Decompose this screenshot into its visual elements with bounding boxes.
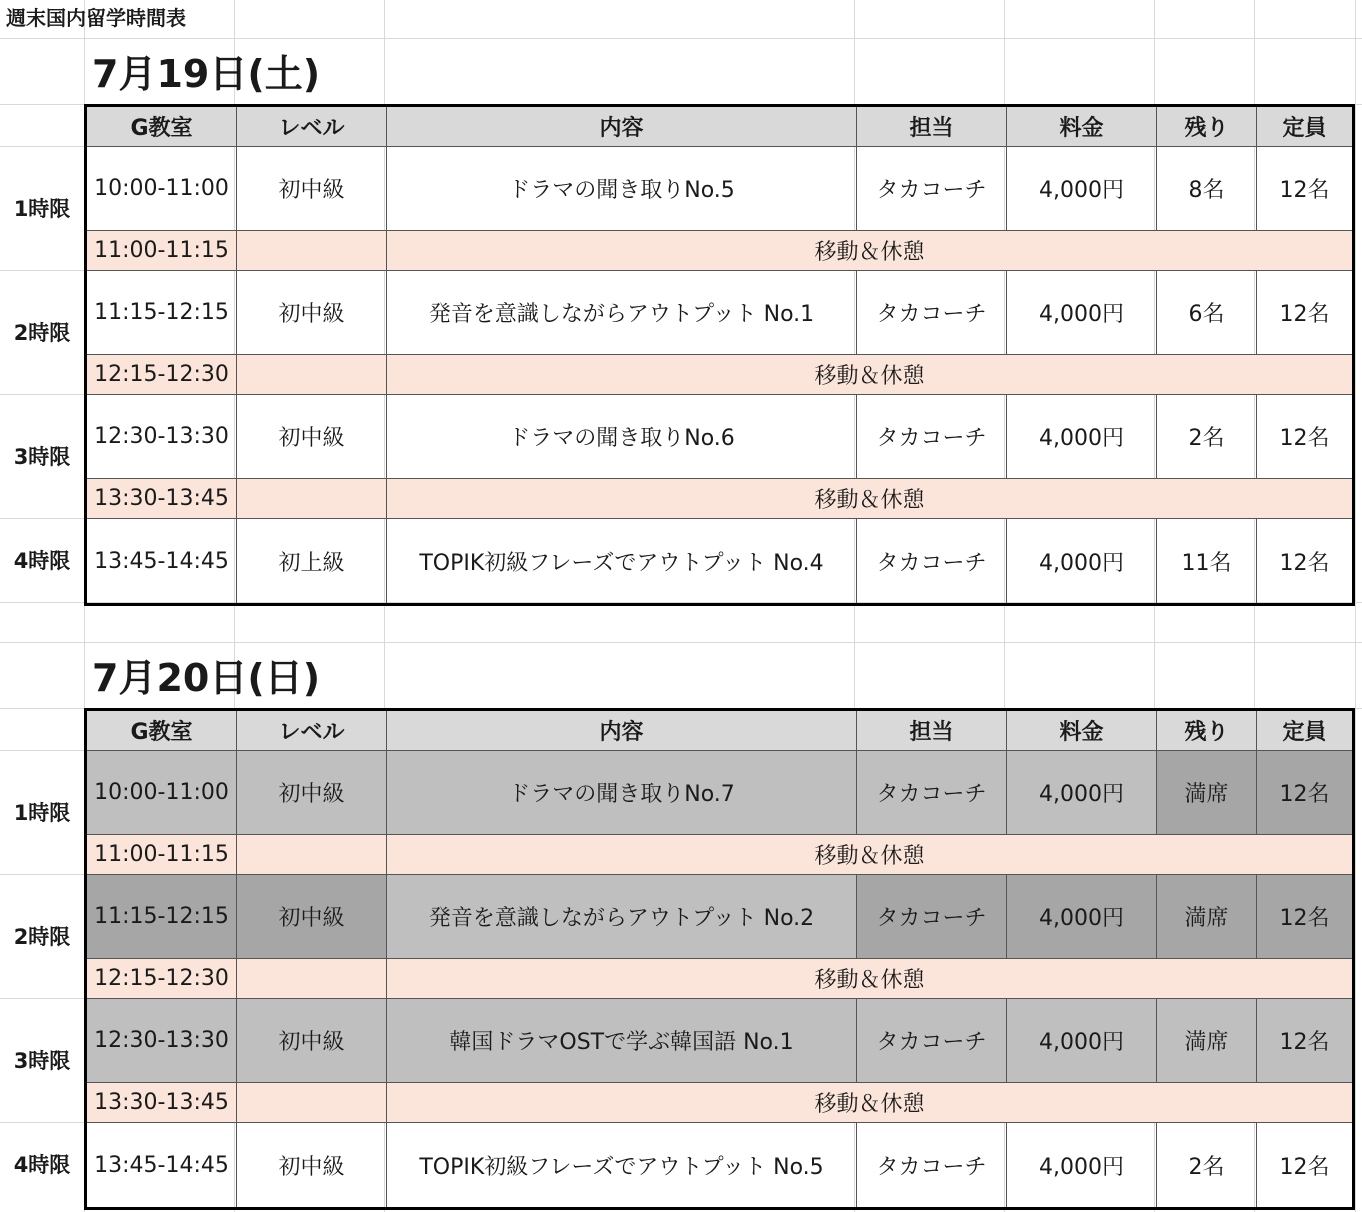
cell-time[interactable]: 12:30-13:30 [87, 999, 237, 1083]
cell-fee[interactable]: 4,000円 [1007, 395, 1157, 479]
cell-content[interactable]: TOPIK初級フレーズでアウトプット No.4 [387, 519, 857, 603]
cell-teacher[interactable]: タカコーチ [857, 395, 1007, 479]
cell-break-label[interactable]: 移動＆休憩 [387, 835, 1352, 875]
header-teacher[interactable]: 担当 [857, 107, 1007, 147]
period-label: 3時限 [13, 445, 71, 469]
header-remaining[interactable]: 残り [1157, 711, 1257, 751]
cell-break-label[interactable]: 移動＆休憩 [387, 959, 1352, 999]
cell-teacher[interactable]: タカコーチ [857, 999, 1007, 1083]
period-label: 1時限 [13, 197, 71, 221]
cell-time[interactable]: 10:00-11:00 [87, 147, 237, 231]
cell-level[interactable]: 初中級 [237, 147, 387, 231]
cell-capacity[interactable]: 12名 [1279, 1154, 1330, 1180]
cell-remaining[interactable]: 11名 [1157, 519, 1257, 603]
cell-capacity[interactable]: 12名 [1257, 271, 1352, 355]
cell-time[interactable]: 13:45-14:45 [87, 519, 237, 603]
cell-level[interactable]: 初中級 [237, 271, 387, 355]
header-fee[interactable]: 料金 [1007, 711, 1157, 751]
cell-break-label[interactable]: 移動＆休憩 [387, 479, 1352, 519]
cell-content[interactable]: ドラマの聞き取りNo.7 [387, 751, 857, 835]
header-content[interactable]: 内容 [387, 107, 857, 147]
cell-time[interactable]: 11:15-12:15 [87, 271, 237, 355]
schedule-table-day1 [84, 104, 1355, 606]
cell-break-time[interactable]: 11:00-11:15 [87, 231, 237, 271]
cell-capacity[interactable]: 12名 [1257, 147, 1352, 231]
period-label: 2時限 [13, 321, 71, 345]
cell-break-time[interactable]: 12:15-12:30 [87, 355, 237, 395]
header-capacity[interactable]: 定員 [1257, 107, 1352, 147]
cell-time[interactable]: 12:30-13:30 [87, 395, 237, 479]
header-remaining[interactable]: 残り [1157, 107, 1257, 147]
cell-capacity[interactable]: 12名 [1257, 999, 1352, 1083]
cell-fee[interactable]: 4,000円 [1007, 1123, 1157, 1207]
cell-capacity[interactable]: 12名 [1257, 751, 1352, 835]
cell-fee[interactable]: 4,000円 [1007, 751, 1157, 835]
page-title: 週末国内留学時間表 [6, 6, 186, 30]
cell-break-time[interactable]: 12:15-12:30 [87, 959, 237, 999]
cell-teacher[interactable]: タカコーチ [857, 519, 1007, 603]
cell-break-empty[interactable] [237, 231, 387, 271]
day-heading: 7月19日(土) [92, 52, 321, 96]
cell-break-label[interactable]: 移動＆休憩 [387, 231, 1352, 271]
header-content[interactable]: 内容 [387, 711, 857, 751]
header-teacher[interactable]: 担当 [857, 711, 1007, 751]
cell-break-empty[interactable] [237, 1083, 387, 1123]
cell-break-time[interactable]: 11:00-11:15 [87, 835, 237, 875]
cell-level[interactable]: 初上級 [237, 519, 387, 603]
cell-fee[interactable]: 4,000円 [1007, 519, 1157, 603]
cell-level[interactable]: 初中級 [237, 395, 387, 479]
cell-break-time[interactable]: 13:30-13:45 [87, 479, 237, 519]
schedule-table-day2 [84, 708, 1355, 1210]
cell-content[interactable]: 発音を意識しながらアウトプット No.2 [387, 875, 857, 959]
cell-level[interactable]: 初中級 [237, 875, 387, 959]
cell-capacity[interactable]: 12名 [1257, 875, 1352, 959]
cell-fee[interactable]: 4,000円 [1007, 875, 1157, 959]
header-room[interactable]: G教室 [87, 711, 237, 751]
period-label: 4時限 [13, 549, 71, 573]
cell-teacher[interactable]: タカコーチ [857, 271, 1007, 355]
cell-remaining[interactable]: 8名 [1157, 147, 1257, 231]
header-level[interactable]: レベル [237, 107, 387, 147]
cell-level[interactable]: 初中級 [237, 751, 387, 835]
cell-remaining[interactable]: 満席 [1157, 751, 1257, 835]
cell-content[interactable]: TOPIK初級フレーズでアウトプット No.5 [387, 1123, 857, 1207]
period-label: 4時限 [13, 1153, 71, 1177]
cell-remaining[interactable]: 2名 [1157, 1123, 1257, 1207]
header-room[interactable]: G教室 [87, 107, 237, 147]
cell-fee[interactable]: 4,000円 [1007, 147, 1157, 231]
cell-break-time[interactable]: 13:30-13:45 [87, 1083, 237, 1123]
cell-break-label[interactable]: 移動＆休憩 [387, 1083, 1352, 1123]
cell-fee[interactable]: 4,000円 [1007, 999, 1157, 1083]
cell-teacher[interactable]: タカコーチ [857, 751, 1007, 835]
cell-remaining[interactable]: 2名 [1157, 395, 1257, 479]
cell-content[interactable]: 発音を意識しながらアウトプット No.1 [387, 271, 857, 355]
cell-content[interactable]: ドラマの聞き取りNo.6 [387, 395, 857, 479]
cell-break-label[interactable]: 移動＆休憩 [387, 355, 1352, 395]
cell-content[interactable]: 韓国ドラマOSTで学ぶ韓国語 No.1 [387, 999, 857, 1083]
cell-capacity[interactable]: 12名 [1257, 395, 1352, 479]
cell-teacher[interactable]: タカコーチ [857, 1123, 1007, 1207]
cell-level[interactable]: 初中級 [237, 999, 387, 1083]
grid-line [1355, 0, 1356, 1212]
cell-content[interactable]: ドラマの聞き取りNo.5 [387, 147, 857, 231]
cell-break-empty[interactable] [237, 355, 387, 395]
cell-level[interactable]: 初中級 [237, 1123, 387, 1207]
cell-fee[interactable]: 4,000円 [1007, 271, 1157, 355]
period-label: 3時限 [13, 1049, 71, 1073]
cell-teacher[interactable]: タカコーチ [857, 875, 1007, 959]
header-level[interactable]: レベル [237, 711, 387, 751]
cell-break-empty[interactable] [237, 479, 387, 519]
cell-time[interactable]: 10:00-11:00 [87, 751, 237, 835]
grid-line [0, 642, 1362, 643]
cell-time[interactable]: 13:45-14:45 [87, 1123, 237, 1207]
cell-remaining[interactable]: 満席 [1157, 999, 1257, 1083]
cell-capacity[interactable]: 12名 [1279, 550, 1330, 576]
cell-break-empty[interactable] [237, 959, 387, 999]
cell-remaining[interactable]: 6名 [1157, 271, 1257, 355]
grid-line [0, 38, 1362, 39]
cell-break-empty[interactable] [237, 835, 387, 875]
period-label: 2時限 [13, 925, 71, 949]
header-capacity[interactable]: 定員 [1257, 711, 1352, 751]
cell-teacher[interactable]: タカコーチ [857, 147, 1007, 231]
cell-time[interactable]: 11:15-12:15 [87, 875, 237, 959]
period-label: 1時限 [13, 801, 71, 825]
day-heading: 7月20日(日) [92, 656, 321, 700]
header-fee[interactable]: 料金 [1007, 107, 1157, 147]
cell-remaining[interactable]: 満席 [1157, 875, 1257, 959]
